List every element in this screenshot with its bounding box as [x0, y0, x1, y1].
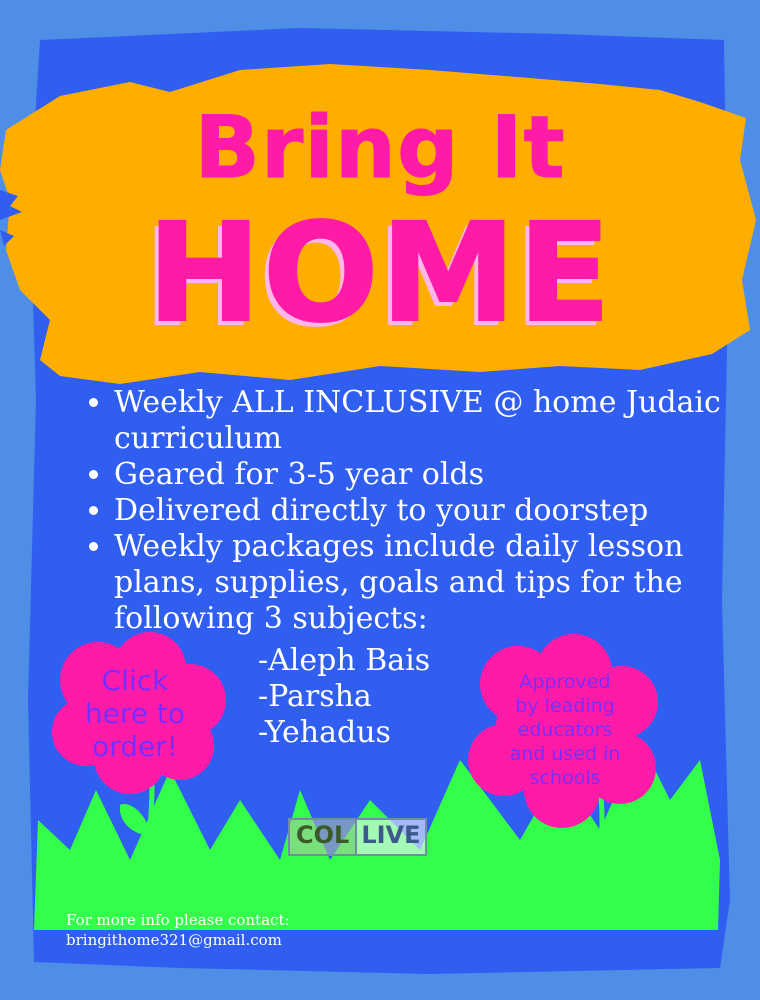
list-item: • Weekly ALL INCLUSIVE @ home Judaic curriculum	[114, 385, 754, 457]
approved-note	[485, 670, 645, 790]
order-link-line[interactable]: Click	[101, 664, 169, 697]
order-link[interactable]	[64, 664, 206, 763]
subject-list	[258, 643, 430, 751]
title-line-1: Bring It	[194, 98, 566, 198]
contact-label: For more info please contact:	[66, 911, 290, 929]
list-item: • Geared for 3-5 year olds	[114, 457, 754, 493]
list-item: • Weekly packages include daily lesson plans, supplies, goals and tips for the following 3 subjects:	[114, 529, 754, 637]
collive-watermark	[288, 818, 427, 856]
contact-info	[66, 910, 290, 950]
approved-line: Approved	[519, 671, 611, 693]
watermark-col: COL	[290, 820, 355, 854]
feature-list	[80, 385, 754, 637]
approved-line: and used in	[509, 743, 621, 765]
contact-email[interactable]: bringithome321@gmail.com	[66, 931, 282, 949]
subject-item: -Yehadus	[258, 715, 391, 750]
title-line-2: HOME	[147, 195, 613, 353]
approved-line: educators	[517, 719, 613, 741]
subject-item: -Aleph Bais	[258, 643, 431, 678]
order-link-line[interactable]: here to	[84, 697, 186, 730]
order-link-line[interactable]: order!	[92, 730, 178, 763]
approved-line: by leading	[515, 695, 615, 717]
subject-item: -Parsha	[258, 679, 372, 714]
approved-line: schools	[529, 767, 601, 789]
list-item: • Delivered directly to your doorstep	[114, 493, 754, 529]
watermark-live: LIVE	[355, 820, 424, 854]
